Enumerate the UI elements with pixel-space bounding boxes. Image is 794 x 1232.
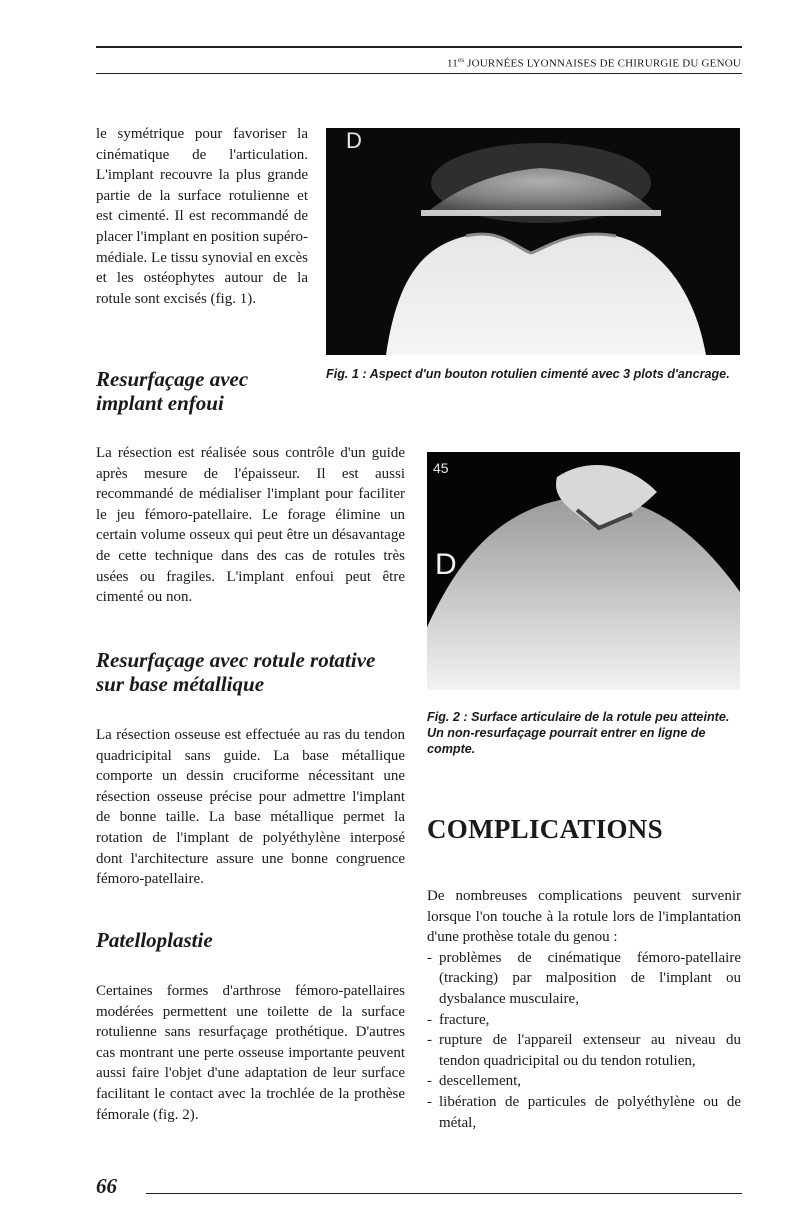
figure-1-image [326,128,740,355]
section-heading-complications: COMPLICATIONS [427,814,663,844]
section-body-patelloplasty: Certaines formes d'arthrose fémoro-patellaires modérées permettent une toilette de la surface rotulienne sans resurfaçage prothétique. D'autres cas montrant une perte osseuse importante peuvent aussi faire l'objet d'une adaptation de leur surface facilitant le contact avec la trochlée de la prothèse fémorale (fig. 2). [96,983,405,1123]
complications-intro: De nombreuses complications peuvent survenir lorsque l'on touche à la rotule lors de l'implantation d'une prothèse totale du genou : [427,888,741,946]
figure-2-caption: Fig. 2 : Surface articulaire de la rotule peu atteinte. Un non-resurfaçage pourrait entrer en ligne de compte. [427,710,730,756]
complications-list [427,948,741,1133]
figure-2-image [427,452,740,690]
section-heading-patelloplasty: Patelloplastie [96,928,213,952]
figure-1-marker: D [346,128,362,153]
intro-paragraph: le symétrique pour favoriser la cinématique de l'articulation. L'implant recouvre la plus grande partie de la surface rotulienne et est cimenté. Il est recommandé de placer l'implant en position supéro-médiale. Le tissu synovial en excès et les ostéophytes autour de la rotule sont excisés (fig. 1). [96,126,308,307]
header-ordinal-suffix: es [457,56,465,64]
figure-2-marker-side: D [435,548,457,581]
figure-2-xray [427,452,740,690]
section-heading-buried: Resurfaçage avec implant enfoui [96,367,249,415]
figure-1-caption: Fig. 1 : Aspect d'un bouton rotulien cimenté avec 3 plots d'ancrage. [326,367,730,381]
list-item: - libération de particules de polyéthylène ou de métal, [427,1092,741,1133]
figure-2-marker-top: 45 [433,460,449,476]
header-ordinal: 11 [446,57,458,70]
list-item: - problèmes de cinématique fémoro-patellaire (tracking) par malposition de l'implant ou dysbalance musculaire, [427,948,741,1010]
header-rule-bottom [96,73,742,74]
section-heading-rotating: Resurfaçage avec rotule rotative sur base métallique [96,648,376,696]
footer-rule [146,1193,742,1194]
header-rule-top [96,46,742,48]
list-item: - fracture, [427,1010,741,1031]
running-header [447,56,741,70]
section-body-rotating: La résection osseuse est effectuée au ras du tendon quadricipital sans guide. La base métallique comporte un dessin cruciforme nécessitant une résection osseuse précise pour admettre l'implant de bonne taille. La base métallique permet la rotation de l'implant de polyéthylène interposé dont l'architecture assure une bonne congruence fémoro-patellaire. [96,727,405,888]
list-item: - rupture de l'appareil extenseur au niveau du tendon quadricipital ou du tendon rotulien, [427,1030,741,1071]
section-body-buried: La résection est réalisée sous contrôle d'un guide après mesure de l'épaisseur. Il est aussi recommandé de médialiser l'implant pour faciliter le jeu fémoro-patellaire. Le forage élimine un certain volume osseux qui peut être un désavantage de cette technique dans des cas de rotules très usées ou fragiles. L'implant enfoui peut être cimenté ou non. [96,445,405,606]
page-number: 66 [96,1174,117,1198]
figure-1-xray [326,128,740,355]
list-item: - descellement, [427,1071,741,1092]
complications-content [427,886,741,1133]
header-title: JOURNÉES LYONNAISES DE CHIRURGIE DU GENOU [467,57,741,70]
